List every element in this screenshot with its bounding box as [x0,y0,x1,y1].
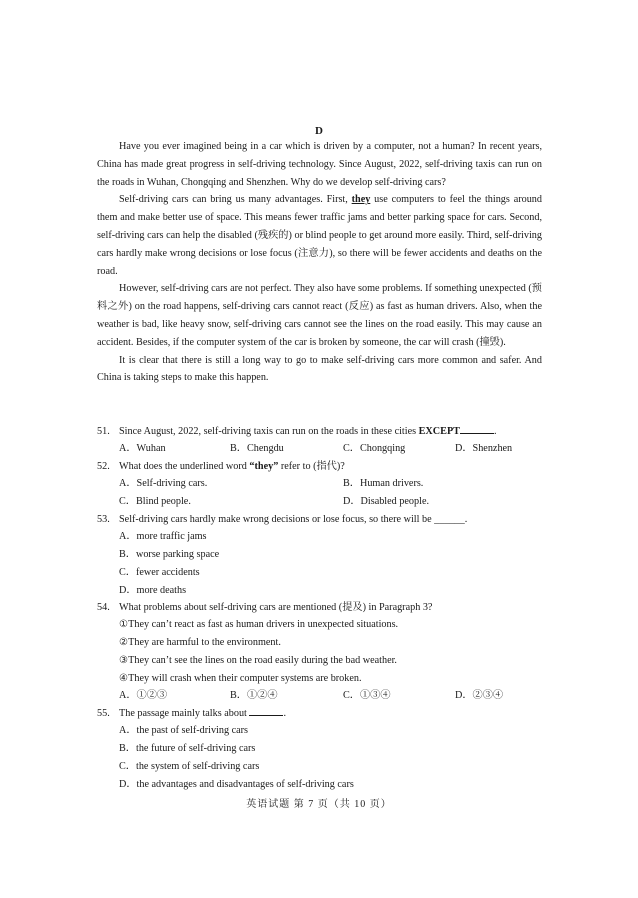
option-54-a[interactable]: A．①②③ [119,690,168,701]
question-end: . [493,426,497,437]
question-number: 53. [97,514,110,525]
option-55-c[interactable]: C．the system of self-driving cars [119,761,260,772]
paragraph-2-start: Self-driving cars can bring us many advantages. First, [119,194,352,206]
question-54 [97,599,547,617]
question-53 [97,511,547,529]
answer-blank [460,423,494,434]
statement-1: ①They can’t react as fast as human drivers in unexpected situations. [119,619,399,630]
question-number: 55. [97,708,110,719]
passage-paragraph-4: It is clear that there is still a long way to go to make self-driving cars more common and safer. And China is taking steps to make this happen. [97,354,542,384]
question-number: 52. [97,461,110,472]
question-keyword: “they” [249,461,279,472]
option-54-d[interactable]: D．②③④ [455,690,504,701]
question-text-end: refer to (指代)? [278,461,345,472]
question-text: The passage mainly talks about [119,708,250,719]
question-55 [97,705,547,723]
paragraph-2-rest: use computers to feel the things around them and make better use of space. This means fewer traffic jams and better parking space for cars. Second, self-driving cars can help the disabled (残疾的) or blind people to get around more easily. Third, self-driving cars hardly make wrong decisions or lose focus (注意力), so there will be fewer accidents and deaths on the road. [97,194,542,277]
option-53-c[interactable]: C．fewer accidents [119,567,200,578]
answer-blank [249,705,283,716]
reading-passage [97,138,542,387]
option-51-d[interactable]: D．Shenzhen [455,443,513,454]
option-51-b[interactable]: B．Chengdu [230,443,284,454]
question-keyword: EXCEPT [418,426,460,437]
question-text: Self-driving cars hardly make wrong decisions or lose focus, so there will be ______. [119,514,468,525]
option-55-d[interactable]: D．the advantages and disadvantages of self-driving cars [119,779,354,790]
statement-2: ②They are harmful to the environment. [119,637,281,648]
option-52-a[interactable]: A．Self-driving cars. [119,478,208,489]
statement-4: ④They will crash when their computer systems are broken. [119,673,362,684]
page-footer: 英语试题 第 7 页（共 10 页） [246,799,392,810]
question-text: What does the underlined word [119,461,250,472]
option-51-c[interactable]: C．Chongqing [343,443,406,454]
option-51-a[interactable]: A．Wuhan [119,443,166,454]
passage-paragraph-3: However, self-driving cars are not perfect. They also have some problems. If something unexpected (预料之外) on the road happens, self-driving cars cannot react (反应) as fast as human drivers. Also, when the weather is bad, like heavy snow, self-driving cars cannot see the lines on the road easily. This may cause an accident. Besides, if the computer system of the car is broken by someone, the car will crash (撞毁). [97,283,542,348]
option-53-b[interactable]: B．worse parking space [119,549,220,560]
passage-paragraph-1: Have you ever imagined being in a car which is driven by a computer, not a human? In recent years, China has made great progress in self-driving technology. Since August, 2022, self-driving taxis can run on the roads in Wuhan, Chongqing and Shenzhen. Why do we develop self-driving cars? [97,141,542,188]
passage-paragraph-2 [97,191,542,280]
question-51 [97,423,547,441]
option-53-d[interactable]: D．more deaths [119,585,187,596]
option-54-c[interactable]: C．①③④ [343,690,391,701]
statement-3: ③They can’t see the lines on the road easily during the bad weather. [119,655,397,666]
option-55-b[interactable]: B．the future of self-driving cars [119,743,256,754]
underlined-word-they: they [351,194,371,206]
question-number: 51. [97,426,110,437]
option-52-b[interactable]: B．Human drivers. [343,478,424,489]
option-54-b[interactable]: B．①②④ [230,690,278,701]
section-title: D [315,125,323,137]
option-52-c[interactable]: C．Blind people. [119,496,191,507]
question-52 [97,458,547,476]
question-number: 54. [97,602,110,613]
question-text: Since August, 2022, self-driving taxis can run on the roads in these cities [119,426,419,437]
option-52-d[interactable]: D．Disabled people. [343,496,430,507]
question-end: . [283,708,286,719]
option-55-a[interactable]: A．the past of self-driving cars [119,725,249,736]
option-53-a[interactable]: A．more traffic jams [119,531,207,542]
question-text: What problems about self-driving cars are mentioned (提及) in Paragraph 3? [119,602,433,613]
